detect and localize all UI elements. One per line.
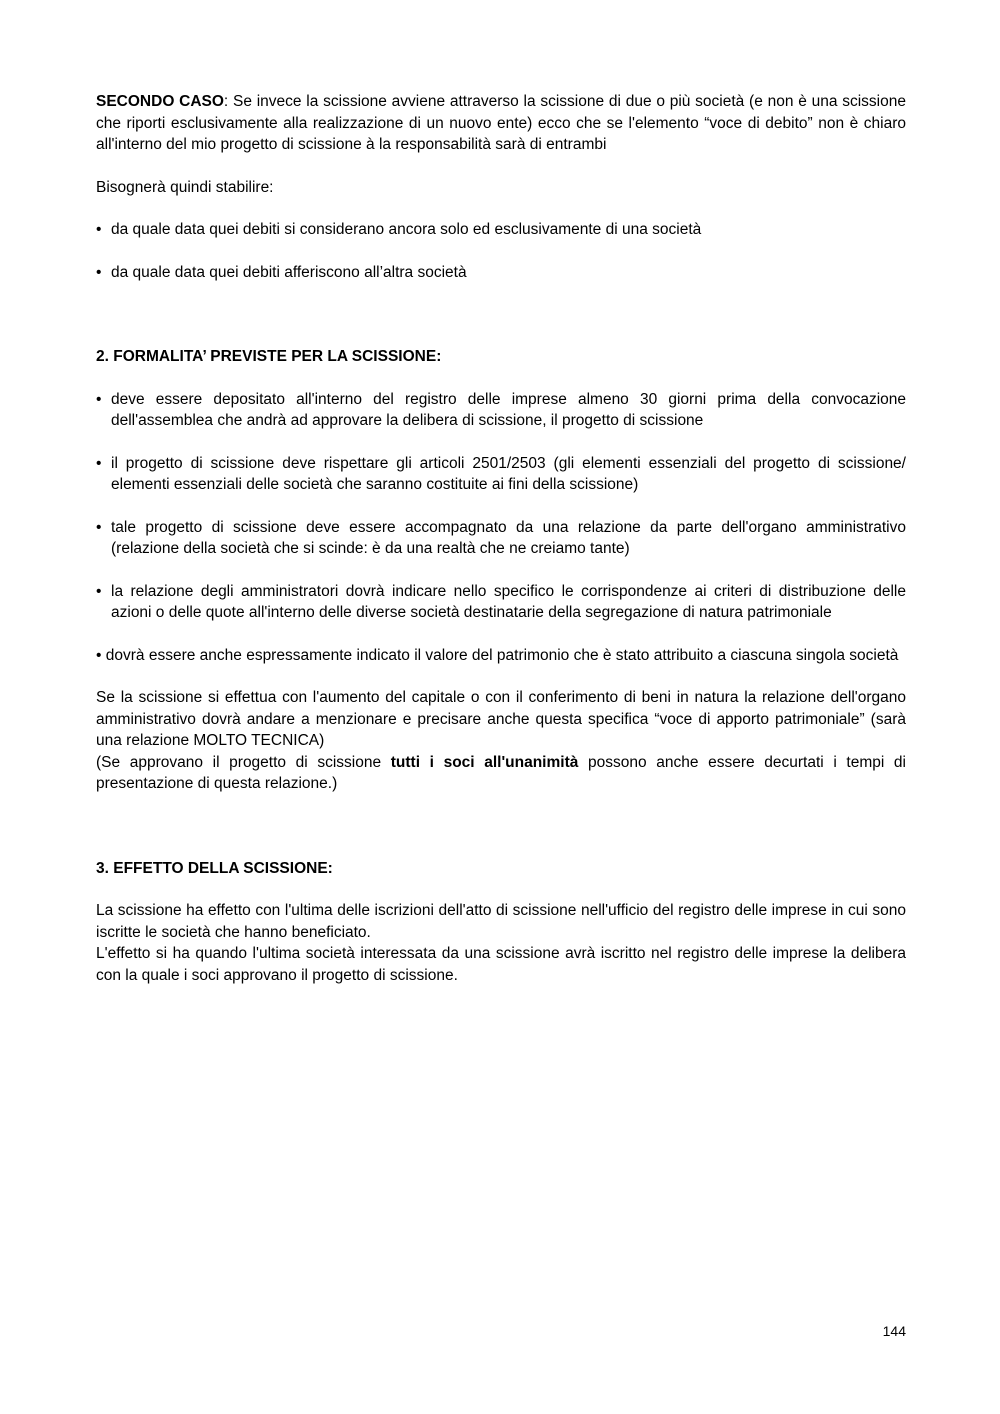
section-spacer [96,816,906,858]
effect-paragraph-2: L'effetto si ha quando l'ultima società interessata da una scissione avrà iscritto nel registro delle imprese la delibera con la quale i soci approvano il progetto di scissione. [96,945,906,984]
list-item [96,219,906,241]
list-item-text: il progetto di scissione deve rispettare gli articoli 2501/2503 (gli elementi essenziali del progetto di scissione/ elementi essenziali delle società che saranno costituite ai fini della scissione) [111,454,906,493]
effect-paragraph-1: La scissione ha effetto con l'ultima delle iscrizioni dell'atto di scissione nell'ufficio del registro delle imprese in cui sono iscritte le società che hanno beneficiato. [96,902,906,941]
note-text-before: (Se approvano il progetto di scissione [96,753,391,771]
list-item [96,517,906,560]
intro-paragraph: Bisognerà quindi stabilire: [96,178,274,196]
section-heading-effetto: 3. EFFETTO DELLA SCISSIONE: [96,859,333,877]
page-number: 144 [882,1323,906,1339]
bullet-icon: • [96,518,102,536]
list-item-inline [96,645,906,667]
bullet-icon: • [96,221,102,238]
list-item [96,262,906,284]
bullet-icon: • [96,390,102,408]
bullet-icon: • [96,646,102,664]
secondo-caso-paragraph [96,91,906,156]
list-item-text: da quale data quei debiti afferiscono all’altra società [111,263,467,281]
bullet-icon: • [96,263,102,281]
secondo-caso-text: : Se invece la scissione avviene attraverso la scissione di due o più società (e non è una scissione che riporti esclusivamente alla realizzazione di un nuovo ente) ecco che se l'elemento “voce di debito” non è chiaro all'interno del mio progetto di scissione à la responsabilità sarà di entrambi [96,93,906,153]
unanimity-note [96,752,906,795]
section-spacer [96,304,906,346]
bullet-icon: • [96,582,102,600]
list-item-text: tale progetto di scissione deve essere accompagnato da una relazione da parte dell'organo amministrativo (relazione della società che si scinde: è da una realtà che ne creiamo tante) [111,518,906,557]
capital-increase-paragraph: Se la scissione si effettua con l'aumento del capitale o con il conferimento di beni in natura la relazione dell'organo amministrativo dovrà andare a menzionare e precisare anche questa specifica “voce di apporto patrimoniale” (sarà una relazione MOLTO TECNICA) [96,689,906,749]
page-content [96,91,906,1007]
note-text-after: possono anche essere decurtati i tempi di presentazione di questa relazione.) [96,753,906,792]
list-item-text: dovrà essere anche espressamente indicato il valore del patrimonio che è stato attribuito a ciascuna singola società [105,646,899,664]
list-item-text: deve essere depositato all'interno del registro delle imprese almeno 30 giorni prima della convocazione dell'assemblea che andrà ad approvare la delibera di scissione, il progetto di scissione [111,390,906,429]
bullet-icon: • [96,454,102,472]
note-text-bold: tutti i soci all'unanimità [390,753,579,771]
list-item-text: da quale data quei debiti si considerano ancora solo ed esclusivamente di una società [111,221,702,238]
list-item [96,453,906,496]
list-item [96,389,906,432]
section-heading-formalita: 2. FORMALITA’ PREVISTE PER LA SCISSIONE: [96,348,442,365]
list-item [96,581,906,624]
secondo-caso-label: SECONDO CASO [96,93,224,110]
list-item-text: la relazione degli amministratori dovrà indicare nello specifico le corrispondenze ai criteri di distribuzione delle azioni o delle quote all'interno delle diverse società destinatarie della segregazione di natura patrimoniale [111,582,906,621]
